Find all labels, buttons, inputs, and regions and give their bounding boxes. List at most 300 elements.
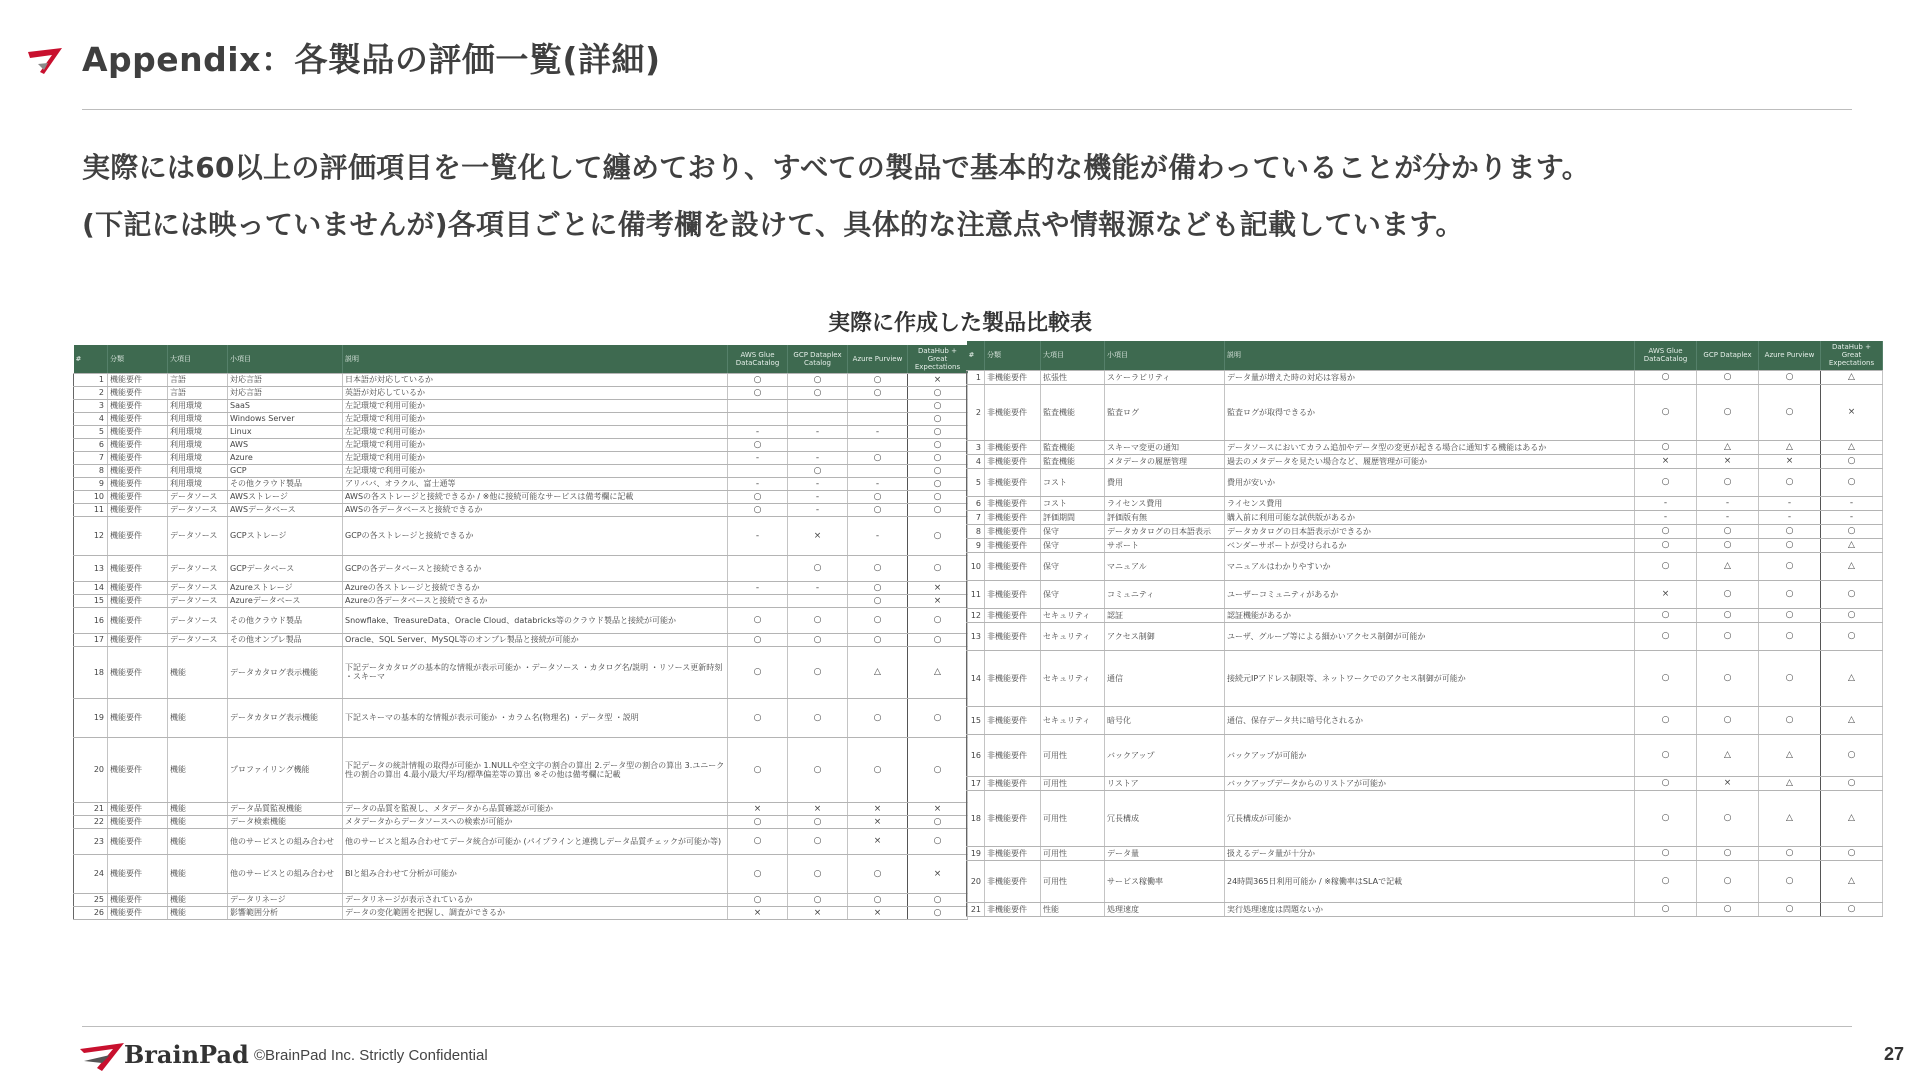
evaluation-mark-cell: - bbox=[1759, 510, 1821, 524]
evaluation-mark-cell: △ bbox=[1821, 370, 1883, 384]
evaluation-mark-cell: × bbox=[908, 854, 968, 893]
minor-item-cell: メタデータの履歴管理 bbox=[1105, 454, 1225, 468]
minor-item-cell: データカタログ表示機能 bbox=[228, 698, 343, 737]
description-cell: データの品質を監視し、メタデータから品質確認が可能か bbox=[343, 802, 728, 815]
evaluation-mark-cell: ○ bbox=[788, 893, 848, 906]
table-row bbox=[967, 524, 1883, 538]
row-number: 1 bbox=[74, 373, 108, 386]
description-cell: 購入前に利用可能な試供版があるか bbox=[1225, 510, 1635, 524]
minor-item-cell: データリネージ bbox=[228, 893, 343, 906]
evaluation-mark-cell: ○ bbox=[848, 581, 908, 594]
evaluation-mark-cell: ○ bbox=[788, 698, 848, 737]
minor-item-cell: プロファイリング機能 bbox=[228, 737, 343, 802]
description-cell: 左記環境で利用可能か bbox=[343, 425, 728, 438]
evaluation-mark-cell: ○ bbox=[728, 607, 788, 633]
table-row bbox=[74, 490, 968, 503]
evaluation-mark-cell: ○ bbox=[728, 490, 788, 503]
evaluation-mark-cell: ○ bbox=[1821, 608, 1883, 622]
table-row bbox=[74, 893, 968, 906]
description-cell: 下記データの統計情報の取得が可能か 1.NULLや空文字の割合の算出 2.データ型の割合の算出 3.ユニーク性の割合の算出 4.最小/最大/平均/標準偏差等の算出 ※その他は備考欄に記載 bbox=[343, 737, 728, 802]
category-cell: 機能要件 bbox=[108, 373, 168, 386]
major-item-cell: 言語 bbox=[168, 373, 228, 386]
column-header: 大項目 bbox=[1041, 341, 1105, 370]
row-number: 7 bbox=[967, 510, 985, 524]
description-cell: 他のサービスと組み合わせてデータ統合が可能か (パイプラインと連携しデータ品質チェックが可能か等) bbox=[343, 828, 728, 854]
evaluation-mark-cell: ○ bbox=[1821, 454, 1883, 468]
evaluation-mark-cell: △ bbox=[908, 646, 968, 698]
category-cell: 非機能要件 bbox=[985, 510, 1041, 524]
evaluation-mark-cell bbox=[728, 594, 788, 607]
evaluation-mark-cell bbox=[788, 594, 848, 607]
evaluation-mark-cell: ○ bbox=[1635, 538, 1697, 552]
row-number: 13 bbox=[967, 622, 985, 650]
description-cell: 日本語が対応しているか bbox=[343, 373, 728, 386]
table-row bbox=[74, 438, 968, 451]
evaluation-mark-cell: ○ bbox=[908, 451, 968, 464]
column-header: 説明 bbox=[1225, 341, 1635, 370]
row-number: 10 bbox=[967, 552, 985, 580]
evaluation-mark-cell: ○ bbox=[788, 607, 848, 633]
evaluation-mark-cell: △ bbox=[848, 646, 908, 698]
minor-item-cell: 暗号化 bbox=[1105, 706, 1225, 734]
evaluation-mark-cell: △ bbox=[1697, 440, 1759, 454]
table-row bbox=[74, 373, 968, 386]
minor-item-cell: データカタログ表示機能 bbox=[228, 646, 343, 698]
table-row bbox=[74, 646, 968, 698]
table-row bbox=[967, 370, 1883, 384]
column-header: # bbox=[74, 345, 108, 373]
minor-item-cell: AWSストレージ bbox=[228, 490, 343, 503]
evaluation-mark-cell: ○ bbox=[848, 893, 908, 906]
description-cell: 実行処理速度は問題ないか bbox=[1225, 902, 1635, 916]
table-row bbox=[74, 802, 968, 815]
minor-item-cell: データ量 bbox=[1105, 846, 1225, 860]
category-cell: 非機能要件 bbox=[985, 580, 1041, 608]
category-cell: 非機能要件 bbox=[985, 538, 1041, 552]
evaluation-mark-cell: ○ bbox=[728, 854, 788, 893]
major-item-cell: 可用性 bbox=[1041, 846, 1105, 860]
column-header: GCP Dataplex bbox=[1697, 341, 1759, 370]
evaluation-mark-cell: × bbox=[728, 802, 788, 815]
description-cell: バックアップデータからのリストアが可能か bbox=[1225, 776, 1635, 790]
evaluation-mark-cell: - bbox=[788, 581, 848, 594]
evaluation-mark-cell: ○ bbox=[1697, 538, 1759, 552]
evaluation-mark-cell: - bbox=[788, 425, 848, 438]
evaluation-mark-cell: × bbox=[848, 906, 908, 919]
row-number: 9 bbox=[74, 477, 108, 490]
table-row bbox=[74, 698, 968, 737]
major-item-cell: 可用性 bbox=[1041, 860, 1105, 902]
table-row bbox=[74, 906, 968, 919]
table-row bbox=[967, 902, 1883, 916]
major-item-cell: 保守 bbox=[1041, 580, 1105, 608]
evaluation-mark-cell: × bbox=[788, 802, 848, 815]
table-row bbox=[967, 454, 1883, 468]
major-item-cell: データソース bbox=[168, 607, 228, 633]
category-cell: 機能要件 bbox=[108, 438, 168, 451]
row-number: 12 bbox=[967, 608, 985, 622]
copyright-notice: ©BrainPad Inc. Strictly Confidential bbox=[254, 1047, 488, 1064]
evaluation-mark-cell: - bbox=[788, 451, 848, 464]
evaluation-mark-cell: ○ bbox=[1635, 706, 1697, 734]
minor-item-cell: サポート bbox=[1105, 538, 1225, 552]
brand-mark-icon bbox=[28, 48, 72, 74]
evaluation-mark-cell: ○ bbox=[908, 464, 968, 477]
table-row bbox=[74, 412, 968, 425]
evaluation-mark-cell: - bbox=[1759, 496, 1821, 510]
evaluation-mark-cell: △ bbox=[1821, 860, 1883, 902]
evaluation-mark-cell: × bbox=[1697, 776, 1759, 790]
description-cell: データ量が増えた時の対応は容易か bbox=[1225, 370, 1635, 384]
table-row bbox=[74, 854, 968, 893]
evaluation-mark-cell: ○ bbox=[1635, 622, 1697, 650]
table-row bbox=[967, 790, 1883, 846]
evaluation-mark-cell: × bbox=[1697, 454, 1759, 468]
evaluation-mark-cell: △ bbox=[1821, 650, 1883, 706]
functional-requirements-table bbox=[73, 345, 968, 920]
row-number: 2 bbox=[967, 384, 985, 440]
major-item-cell: データソース bbox=[168, 594, 228, 607]
minor-item-cell: Linux bbox=[228, 425, 343, 438]
evaluation-mark-cell: ○ bbox=[1635, 846, 1697, 860]
evaluation-mark-cell: △ bbox=[1697, 734, 1759, 776]
evaluation-mark-cell: - bbox=[848, 425, 908, 438]
evaluation-mark-cell bbox=[728, 464, 788, 477]
evaluation-mark-cell: × bbox=[908, 802, 968, 815]
row-number: 12 bbox=[74, 516, 108, 555]
evaluation-mark-cell: - bbox=[788, 503, 848, 516]
evaluation-mark-cell: ○ bbox=[728, 386, 788, 399]
minor-item-cell: マニュアル bbox=[1105, 552, 1225, 580]
category-cell: 非機能要件 bbox=[985, 650, 1041, 706]
evaluation-mark-cell: ○ bbox=[1759, 524, 1821, 538]
row-number: 20 bbox=[74, 737, 108, 802]
evaluation-mark-cell: ○ bbox=[728, 373, 788, 386]
major-item-cell: 機能 bbox=[168, 815, 228, 828]
row-number: 20 bbox=[967, 860, 985, 902]
evaluation-mark-cell: ○ bbox=[848, 503, 908, 516]
category-cell: 非機能要件 bbox=[985, 608, 1041, 622]
evaluation-mark-cell: ○ bbox=[908, 607, 968, 633]
row-number: 21 bbox=[74, 802, 108, 815]
evaluation-mark-cell: ○ bbox=[1821, 622, 1883, 650]
minor-item-cell: その他クラウド製品 bbox=[228, 477, 343, 490]
column-header: Azure Purview bbox=[1759, 341, 1821, 370]
row-number: 8 bbox=[74, 464, 108, 477]
evaluation-mark-cell: ○ bbox=[908, 815, 968, 828]
category-cell: 非機能要件 bbox=[985, 440, 1041, 454]
evaluation-mark-cell: ○ bbox=[1635, 468, 1697, 496]
description-cell: ユーザ、グループ等による細かいアクセス制御が可能か bbox=[1225, 622, 1635, 650]
table-row bbox=[967, 608, 1883, 622]
description-cell: 下記データカタログの基本的な情報が表示可能か ・データソース ・カタログ名/説明 ・リソース更新時刻 ・スキーマ bbox=[343, 646, 728, 698]
description-cell: 認証機能があるか bbox=[1225, 608, 1635, 622]
evaluation-mark-cell bbox=[728, 399, 788, 412]
table-row bbox=[74, 555, 968, 581]
evaluation-mark-cell: ○ bbox=[1759, 370, 1821, 384]
row-number: 15 bbox=[967, 706, 985, 734]
major-item-cell: データソース bbox=[168, 555, 228, 581]
evaluation-mark-cell: ○ bbox=[908, 386, 968, 399]
category-cell: 非機能要件 bbox=[985, 622, 1041, 650]
description-cell: AWSの各データベースと接続できるか bbox=[343, 503, 728, 516]
evaluation-mark-cell: ○ bbox=[1635, 860, 1697, 902]
column-header: # bbox=[967, 341, 985, 370]
evaluation-mark-cell: - bbox=[728, 516, 788, 555]
major-item-cell: 利用環境 bbox=[168, 438, 228, 451]
major-item-cell: データソース bbox=[168, 633, 228, 646]
description-cell: Oracle、SQL Server、MySQL等のオンプレ製品と接続が可能か bbox=[343, 633, 728, 646]
major-item-cell: 性能 bbox=[1041, 902, 1105, 916]
evaluation-mark-cell: ○ bbox=[1759, 538, 1821, 552]
description-cell: 冗長構成が可能か bbox=[1225, 790, 1635, 846]
minor-item-cell: 費用 bbox=[1105, 468, 1225, 496]
category-cell: 機能要件 bbox=[108, 594, 168, 607]
row-number: 18 bbox=[74, 646, 108, 698]
major-item-cell: 可用性 bbox=[1041, 776, 1105, 790]
major-item-cell: 機能 bbox=[168, 854, 228, 893]
brand-name: BrainPad bbox=[124, 1040, 249, 1069]
minor-item-cell: その他クラウド製品 bbox=[228, 607, 343, 633]
category-cell: 非機能要件 bbox=[985, 734, 1041, 776]
evaluation-mark-cell: - bbox=[1821, 510, 1883, 524]
description-cell: 費用が安いか bbox=[1225, 468, 1635, 496]
evaluation-mark-cell: ○ bbox=[728, 828, 788, 854]
column-header: DataHub + Great Expectations bbox=[908, 345, 968, 373]
evaluation-mark-cell: ○ bbox=[728, 815, 788, 828]
brainpad-logo bbox=[80, 1037, 250, 1071]
evaluation-mark-cell: × bbox=[728, 906, 788, 919]
column-header: 小項目 bbox=[228, 345, 343, 373]
row-number: 6 bbox=[74, 438, 108, 451]
table-row bbox=[74, 477, 968, 490]
evaluation-mark-cell: △ bbox=[1821, 552, 1883, 580]
description-cell: ユーザーコミュニティがあるか bbox=[1225, 580, 1635, 608]
row-number: 13 bbox=[74, 555, 108, 581]
row-number: 25 bbox=[74, 893, 108, 906]
evaluation-mark-cell bbox=[848, 399, 908, 412]
description-cell: 扱えるデータ量が十分か bbox=[1225, 846, 1635, 860]
evaluation-mark-cell: ○ bbox=[788, 828, 848, 854]
evaluation-mark-cell: △ bbox=[1759, 734, 1821, 776]
description-cell: Azureの各ストレージと接続できるか bbox=[343, 581, 728, 594]
evaluation-mark-cell: - bbox=[728, 425, 788, 438]
evaluation-mark-cell: ○ bbox=[1821, 468, 1883, 496]
description-cell: GCPの各ストレージと接続できるか bbox=[343, 516, 728, 555]
evaluation-mark-cell: ○ bbox=[848, 698, 908, 737]
evaluation-mark-cell: × bbox=[788, 906, 848, 919]
evaluation-mark-cell: ○ bbox=[1759, 384, 1821, 440]
table-row bbox=[74, 737, 968, 802]
category-cell: 機能要件 bbox=[108, 802, 168, 815]
description-cell: GCPの各データベースと接続できるか bbox=[343, 555, 728, 581]
evaluation-mark-cell: ○ bbox=[1697, 580, 1759, 608]
major-item-cell: 利用環境 bbox=[168, 477, 228, 490]
evaluation-mark-cell: ○ bbox=[1635, 776, 1697, 790]
row-number: 21 bbox=[967, 902, 985, 916]
row-number: 4 bbox=[967, 454, 985, 468]
row-number: 24 bbox=[74, 854, 108, 893]
evaluation-mark-cell: ○ bbox=[1635, 440, 1697, 454]
table-row bbox=[967, 846, 1883, 860]
major-item-cell: 機能 bbox=[168, 737, 228, 802]
description-cell: 左記環境で利用可能か bbox=[343, 399, 728, 412]
evaluation-mark-cell: × bbox=[908, 581, 968, 594]
row-number: 5 bbox=[74, 425, 108, 438]
category-cell: 機能要件 bbox=[108, 516, 168, 555]
table-row bbox=[967, 580, 1883, 608]
evaluation-mark-cell: △ bbox=[1821, 440, 1883, 454]
description-cell: 通信、保存データ共に暗号化されるか bbox=[1225, 706, 1635, 734]
description-cell: メタデータからデータソースへの検索が可能か bbox=[343, 815, 728, 828]
minor-item-cell: サービス稼働率 bbox=[1105, 860, 1225, 902]
column-header: GCP Dataplex Catalog bbox=[788, 345, 848, 373]
evaluation-mark-cell: ○ bbox=[908, 906, 968, 919]
minor-item-cell: AWSデータベース bbox=[228, 503, 343, 516]
evaluation-mark-cell: ○ bbox=[1635, 650, 1697, 706]
evaluation-mark-cell bbox=[848, 412, 908, 425]
category-cell: 非機能要件 bbox=[985, 860, 1041, 902]
category-cell: 非機能要件 bbox=[985, 454, 1041, 468]
table-row bbox=[74, 828, 968, 854]
table-row bbox=[967, 538, 1883, 552]
evaluation-mark-cell: ○ bbox=[1697, 384, 1759, 440]
table-row bbox=[74, 399, 968, 412]
evaluation-mark-cell: ○ bbox=[1759, 622, 1821, 650]
evaluation-mark-cell: - bbox=[848, 516, 908, 555]
major-item-cell: 言語 bbox=[168, 386, 228, 399]
category-cell: 機能要件 bbox=[108, 854, 168, 893]
minor-item-cell: 冗長構成 bbox=[1105, 790, 1225, 846]
category-cell: 非機能要件 bbox=[985, 706, 1041, 734]
description-cell: 24時間365日利用可能か / ※稼働率はSLAで記載 bbox=[1225, 860, 1635, 902]
minor-item-cell: コミュニティ bbox=[1105, 580, 1225, 608]
evaluation-mark-cell: × bbox=[848, 802, 908, 815]
column-header: 分類 bbox=[985, 341, 1041, 370]
table-row bbox=[967, 706, 1883, 734]
evaluation-mark-cell: - bbox=[1635, 496, 1697, 510]
evaluation-mark-cell bbox=[728, 555, 788, 581]
row-number: 17 bbox=[74, 633, 108, 646]
description-cell: 左記環境で利用可能か bbox=[343, 412, 728, 425]
evaluation-mark-cell: ○ bbox=[908, 412, 968, 425]
evaluation-mark-cell bbox=[788, 399, 848, 412]
evaluation-mark-cell: ○ bbox=[1759, 580, 1821, 608]
evaluation-mark-cell: ○ bbox=[908, 893, 968, 906]
category-cell: 機能要件 bbox=[108, 451, 168, 464]
row-number: 3 bbox=[967, 440, 985, 454]
evaluation-mark-cell: ○ bbox=[728, 698, 788, 737]
major-item-cell: 機能 bbox=[168, 893, 228, 906]
table-row bbox=[74, 503, 968, 516]
minor-item-cell: GCP bbox=[228, 464, 343, 477]
description-cell: ベンダーサポートが受けられるか bbox=[1225, 538, 1635, 552]
evaluation-mark-cell: × bbox=[788, 516, 848, 555]
major-item-cell: 利用環境 bbox=[168, 425, 228, 438]
evaluation-mark-cell: ○ bbox=[1697, 706, 1759, 734]
minor-item-cell: その他オンプレ製品 bbox=[228, 633, 343, 646]
evaluation-mark-cell: ○ bbox=[848, 490, 908, 503]
evaluation-mark-cell: ○ bbox=[1635, 902, 1697, 916]
major-item-cell: セキュリティ bbox=[1041, 608, 1105, 622]
table-row bbox=[74, 425, 968, 438]
major-item-cell: 機能 bbox=[168, 906, 228, 919]
row-number: 1 bbox=[967, 370, 985, 384]
table-row bbox=[967, 510, 1883, 524]
table-row bbox=[74, 607, 968, 633]
evaluation-mark-cell: ○ bbox=[908, 438, 968, 451]
evaluation-mark-cell: - bbox=[788, 477, 848, 490]
page-number: 27 bbox=[1883, 1044, 1904, 1064]
row-number: 11 bbox=[74, 503, 108, 516]
row-number: 15 bbox=[74, 594, 108, 607]
evaluation-mark-cell: ○ bbox=[848, 386, 908, 399]
evaluation-mark-cell: ○ bbox=[788, 854, 848, 893]
major-item-cell: データソース bbox=[168, 516, 228, 555]
table-row bbox=[74, 633, 968, 646]
category-cell: 機能要件 bbox=[108, 386, 168, 399]
evaluation-mark-cell: ○ bbox=[1821, 524, 1883, 538]
minor-item-cell: GCPデータベース bbox=[228, 555, 343, 581]
evaluation-mark-cell: ○ bbox=[788, 815, 848, 828]
minor-item-cell: Azure bbox=[228, 451, 343, 464]
category-cell: 機能要件 bbox=[108, 633, 168, 646]
evaluation-mark-cell bbox=[848, 464, 908, 477]
evaluation-mark-cell: - bbox=[1697, 510, 1759, 524]
evaluation-mark-cell: ○ bbox=[908, 425, 968, 438]
minor-item-cell: ライセンス費用 bbox=[1105, 496, 1225, 510]
minor-item-cell: 通信 bbox=[1105, 650, 1225, 706]
evaluation-mark-cell: ○ bbox=[848, 633, 908, 646]
major-item-cell: 評価期間 bbox=[1041, 510, 1105, 524]
evaluation-mark-cell: ○ bbox=[908, 698, 968, 737]
row-number: 18 bbox=[967, 790, 985, 846]
column-header: DataHub + Great Expectations bbox=[1821, 341, 1883, 370]
evaluation-mark-cell: ○ bbox=[1697, 860, 1759, 902]
major-item-cell: 監査機能 bbox=[1041, 454, 1105, 468]
description-cell: データカタログの日本語表示ができるか bbox=[1225, 524, 1635, 538]
table-row bbox=[967, 468, 1883, 496]
evaluation-mark-cell: × bbox=[1635, 580, 1697, 608]
category-cell: 非機能要件 bbox=[985, 468, 1041, 496]
evaluation-mark-cell: △ bbox=[1697, 552, 1759, 580]
minor-item-cell: Windows Server bbox=[228, 412, 343, 425]
major-item-cell: データソース bbox=[168, 581, 228, 594]
minor-item-cell: Azureデータベース bbox=[228, 594, 343, 607]
evaluation-mark-cell: ○ bbox=[728, 503, 788, 516]
row-number: 14 bbox=[967, 650, 985, 706]
evaluation-mark-cell bbox=[848, 438, 908, 451]
description-cell: データリネージが表示されているか bbox=[343, 893, 728, 906]
major-item-cell: セキュリティ bbox=[1041, 706, 1105, 734]
footer-divider bbox=[82, 1026, 1852, 1027]
minor-item-cell: 影響範囲分析 bbox=[228, 906, 343, 919]
evaluation-mark-cell: ○ bbox=[788, 555, 848, 581]
category-cell: 機能要件 bbox=[108, 581, 168, 594]
major-item-cell: 機能 bbox=[168, 646, 228, 698]
category-cell: 機能要件 bbox=[108, 815, 168, 828]
category-cell: 非機能要件 bbox=[985, 902, 1041, 916]
category-cell: 機能要件 bbox=[108, 425, 168, 438]
row-number: 4 bbox=[74, 412, 108, 425]
column-header: AWS Glue DataCatalog bbox=[728, 345, 788, 373]
category-cell: 機能要件 bbox=[108, 698, 168, 737]
minor-item-cell: 評価版有無 bbox=[1105, 510, 1225, 524]
evaluation-mark-cell: ○ bbox=[1759, 902, 1821, 916]
major-item-cell: セキュリティ bbox=[1041, 622, 1105, 650]
table-header-row bbox=[74, 345, 968, 373]
evaluation-mark-cell: ○ bbox=[1635, 370, 1697, 384]
